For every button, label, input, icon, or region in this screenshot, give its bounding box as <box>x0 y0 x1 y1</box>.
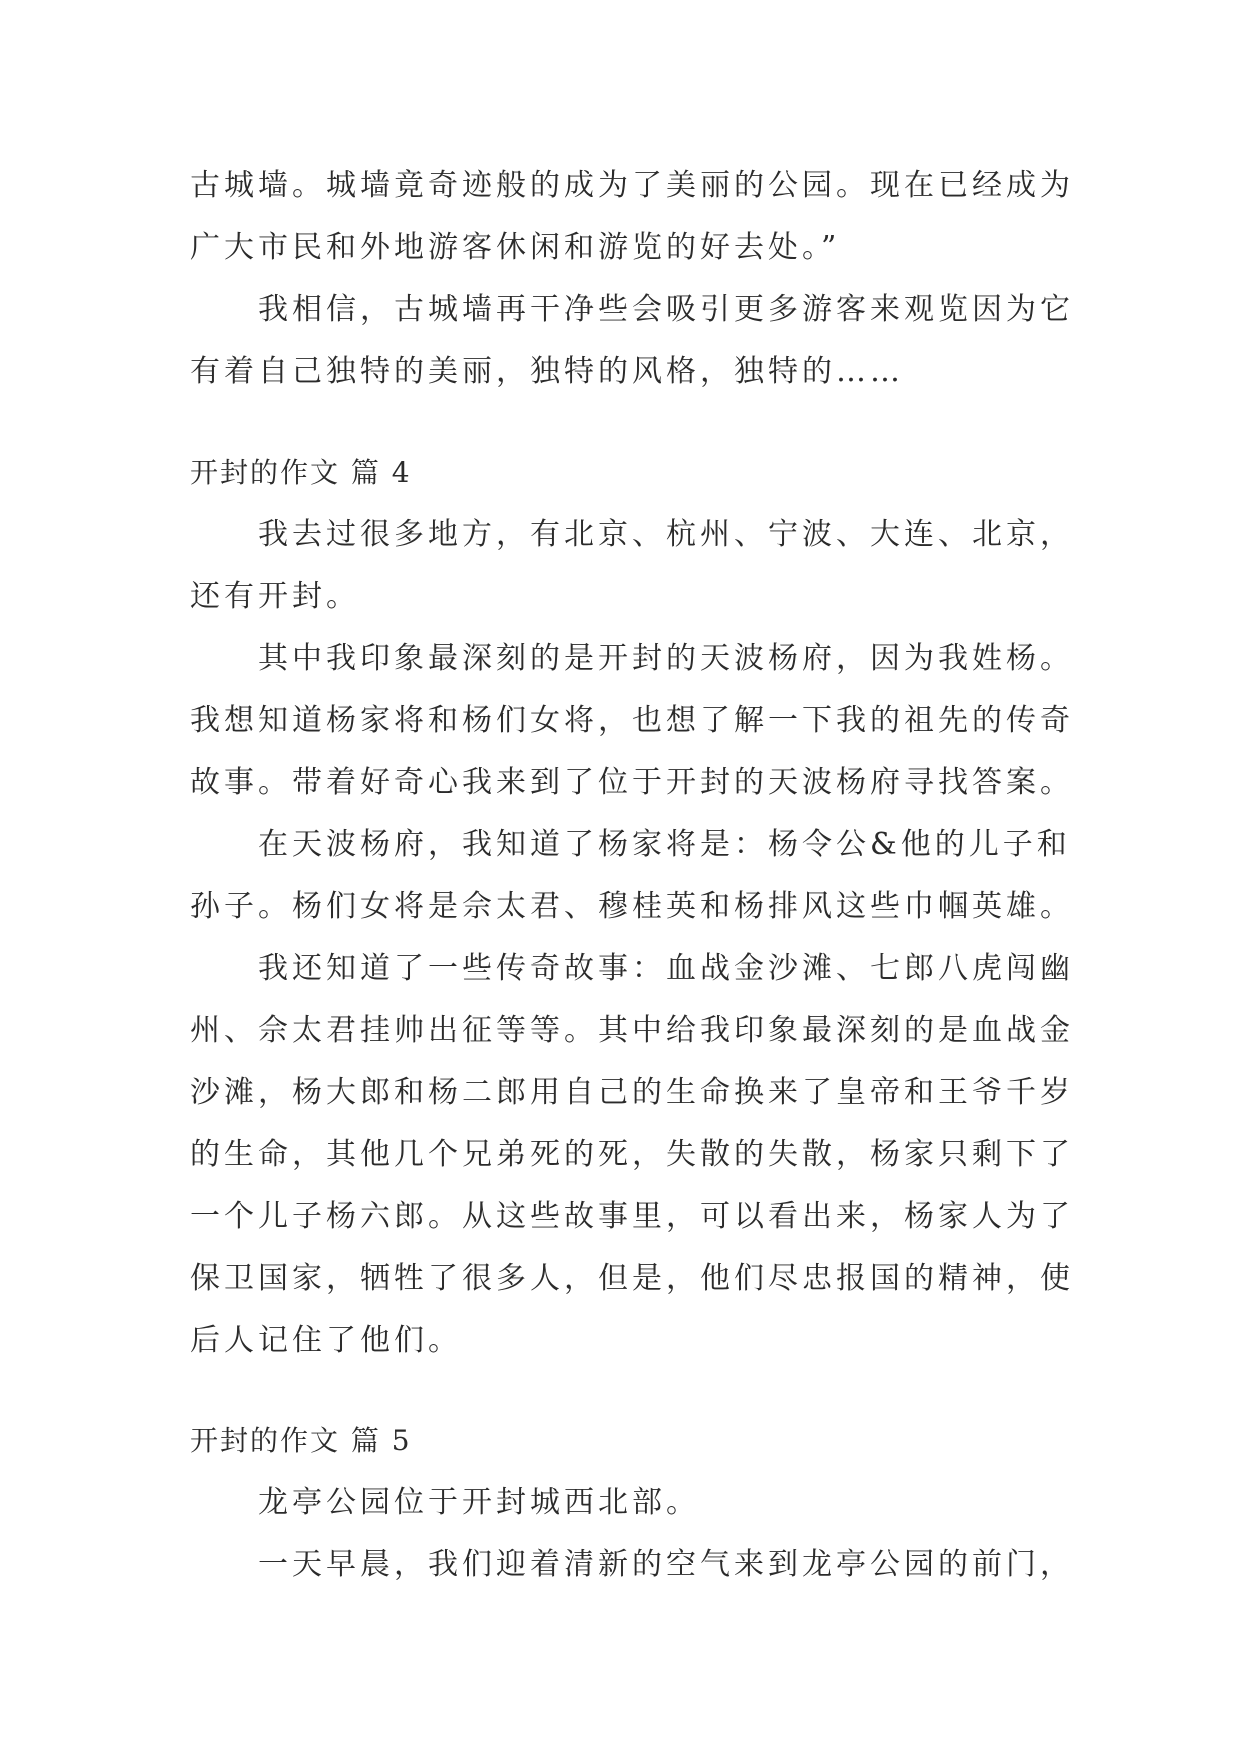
paragraph-line: 其中我印象最深刻的是开封的天波杨府，因为我姓杨。 <box>258 641 1074 676</box>
paragraph-line: 保卫国家，牺牲了很多人，但是，他们尽忠报国的精神，使 <box>190 1261 1074 1296</box>
paragraph-line: 的生命，其他几个兄弟死的死，失散的失散，杨家只剩下了 <box>190 1137 1074 1172</box>
paragraph-line: 孙子。杨们女将是佘太君、穆桂英和杨排风这些巾帼英雄。 <box>190 889 1074 924</box>
paragraph-line: 还有开封。 <box>190 579 360 614</box>
paragraph-line: 我想知道杨家将和杨们女将，也想了解一下我的祖先的传奇 <box>190 703 1074 738</box>
paragraph-line: 一天早晨，我们迎着清新的空气来到龙亭公园的前门， <box>258 1547 1074 1582</box>
section-heading: 开封的作文 篇 5 <box>190 1424 412 1457</box>
paragraph-line: 一个儿子杨六郎。从这些故事里，可以看出来，杨家人为了 <box>190 1199 1074 1234</box>
paragraph-line: 沙滩，杨大郎和杨二郎用自己的生命换来了皇帝和王爷千岁 <box>190 1075 1074 1110</box>
section-heading: 开封的作文 篇 4 <box>190 456 412 489</box>
paragraph-line: 我去过很多地方，有北京、杭州、宁波、大连、北京， <box>258 517 1074 552</box>
paragraph-line: 古城墙。城墙竟奇迹般的成为了美丽的公园。现在已经成为 <box>190 168 1074 203</box>
paragraph-line: 有着自己独特的美丽，独特的风格，独特的…… <box>190 354 904 389</box>
paragraph-line: 后人记住了他们。 <box>190 1323 462 1358</box>
paragraph-line: 我还知道了一些传奇故事：血战金沙滩、七郎八虎闯幽 <box>258 951 1074 986</box>
paragraph-line: 州、佘太君挂帅出征等等。其中给我印象最深刻的是血战金 <box>190 1013 1074 1048</box>
paragraph-line: 广大市民和外地游客休闲和游览的好去处。” <box>190 230 841 265</box>
paragraph-line: 我相信，古城墙再干净些会吸引更多游客来观览因为它 <box>258 292 1074 327</box>
paragraph-line: 龙亭公园位于开封城西北部。 <box>258 1485 700 1520</box>
paragraph-line: 故事。带着好奇心我来到了位于开封的天波杨府寻找答案。 <box>190 765 1074 800</box>
paragraph-line: 在天波杨府，我知道了杨家将是：杨令公&他的儿子和 <box>258 827 1071 862</box>
